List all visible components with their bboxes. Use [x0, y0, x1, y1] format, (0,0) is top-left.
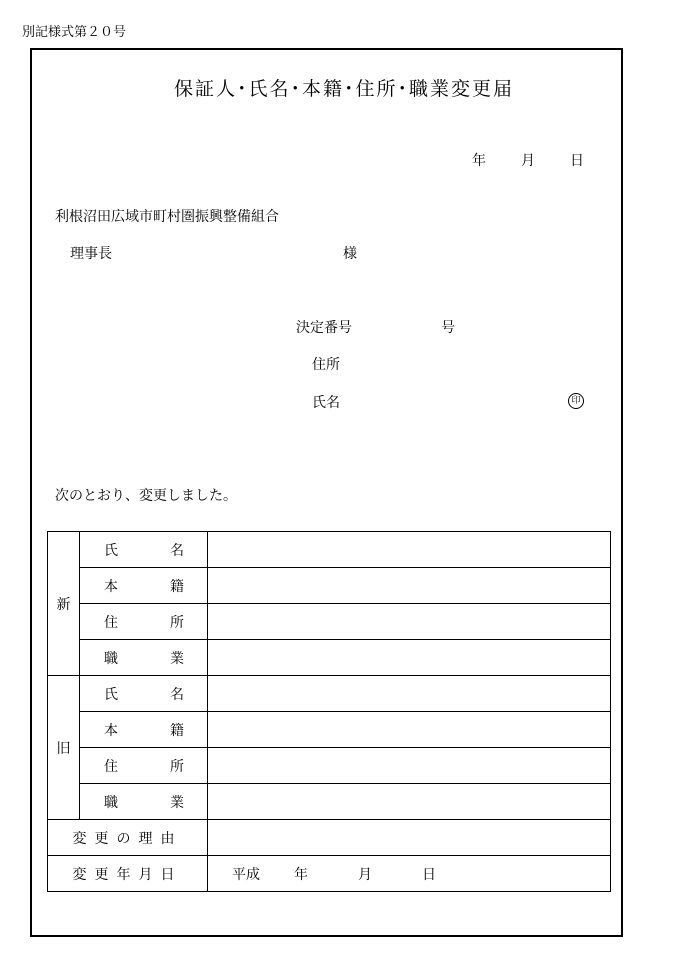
change-reason-label: 変更の理由	[48, 820, 208, 856]
field-label-old-occupation: 職 業	[80, 784, 208, 820]
applicant-address-label: 住所	[312, 357, 340, 373]
field-label-new-domicile: 本 籍	[80, 568, 208, 604]
field-label-new-occupation: 職 業	[80, 640, 208, 676]
group-label-old: 旧	[48, 676, 80, 820]
group-label-new: 新	[48, 532, 80, 676]
date-month-label: 月	[521, 153, 535, 169]
change-date-era: 平成	[232, 866, 260, 883]
field-label-old-address: 住 所	[80, 748, 208, 784]
field-value-old-domicile[interactable]	[208, 712, 611, 748]
table-row	[48, 856, 611, 892]
field-value-new-domicile[interactable]	[208, 568, 611, 604]
applicant-name-label: 氏名	[312, 395, 340, 411]
intro-text: 次のとおり、変更しました。	[55, 488, 237, 504]
field-value-old-address[interactable]	[208, 748, 611, 784]
seal-mark: 印	[568, 393, 584, 409]
table-row	[48, 784, 611, 820]
change-date-day: 日	[422, 866, 436, 883]
table-row	[48, 712, 611, 748]
decision-number-label: 決定番号	[296, 320, 352, 336]
date-year-label: 年	[472, 153, 486, 169]
change-date-month: 月	[358, 866, 372, 883]
field-label-new-name: 氏 名	[80, 532, 208, 568]
field-label-new-address: 住 所	[80, 604, 208, 640]
recipient-honorific: 様	[343, 246, 357, 262]
change-date-value[interactable]	[208, 856, 611, 892]
table-row	[48, 604, 611, 640]
change-date-year: 年	[294, 866, 308, 883]
table-row	[48, 676, 611, 712]
field-value-new-name[interactable]	[208, 532, 611, 568]
table-row	[48, 748, 611, 784]
change-date-label: 変更年月日	[48, 856, 208, 892]
table-row	[48, 640, 611, 676]
change-reason-value[interactable]	[208, 820, 611, 856]
recipient-title: 理事長	[70, 246, 112, 262]
field-value-old-occupation[interactable]	[208, 784, 611, 820]
table-row	[48, 532, 611, 568]
field-value-new-address[interactable]	[208, 604, 611, 640]
date-day-label: 日	[570, 153, 584, 169]
decision-number-suffix: 号	[441, 320, 455, 336]
recipient-organization: 利根沼田広域市町村圏振興整備組合	[55, 209, 279, 225]
table-row	[48, 820, 611, 856]
change-table	[47, 531, 611, 892]
field-label-old-domicile: 本 籍	[80, 712, 208, 748]
field-value-new-occupation[interactable]	[208, 640, 611, 676]
form-number: 別記様式第２０号	[22, 25, 127, 40]
document-title: 保証人･氏名･本籍･住所･職業変更届	[173, 78, 514, 100]
field-label-old-name: 氏 名	[80, 676, 208, 712]
field-value-old-name[interactable]	[208, 676, 611, 712]
table-row	[48, 568, 611, 604]
